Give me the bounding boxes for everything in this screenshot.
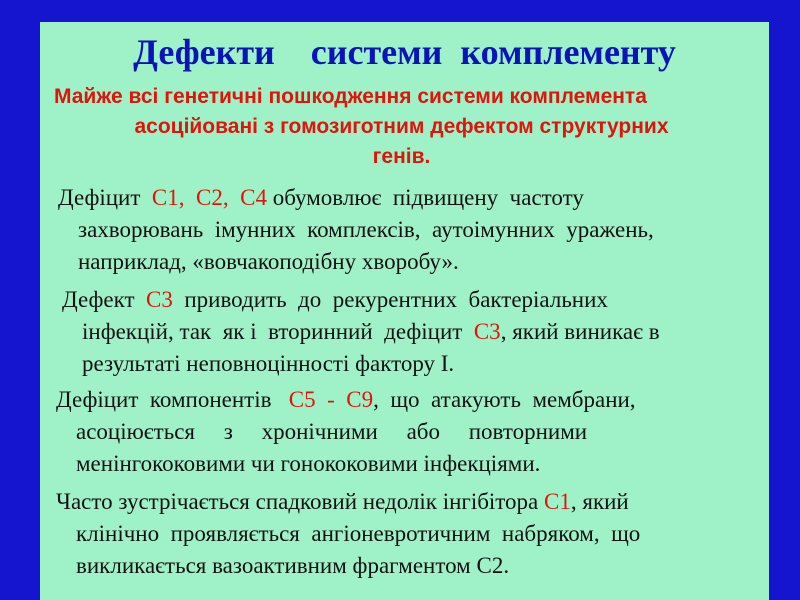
paragraph-line: [62, 316, 750, 348]
text-span: Дефіцит компонентів: [56, 387, 289, 412]
paragraph-line: викликається вазоактивним фрагментом С2.: [76, 553, 510, 578]
paragraph-c1-inhibitor: [56, 486, 748, 582]
paragraph-line: [62, 284, 750, 316]
paragraph-line: клінічно проявляється ангіоневротичним набряком, що: [76, 521, 641, 546]
paragraph-line: [58, 182, 746, 214]
text-span: , який: [570, 489, 629, 514]
component-highlight: С1, С2, С4: [151, 185, 267, 210]
text-span: Дефіцит: [58, 185, 152, 210]
paragraph-line: менінгококовими чи гонококовими інфекціями.: [76, 451, 541, 476]
text-span: Часто зустрічається спадковий недолік інгібітора: [56, 489, 545, 514]
paragraph-c1-c2-c4: [58, 182, 746, 278]
component-highlight: С5 - С9: [288, 387, 374, 412]
text-span: , що атакують мембрани,: [373, 387, 636, 412]
intro-text: [54, 82, 749, 172]
paragraph-line: [56, 384, 750, 416]
paragraph-c3: [62, 284, 750, 380]
text-span: Дефект: [62, 287, 146, 312]
paragraph-line: наприклад, «вовчакоподібну хворобу».: [78, 249, 459, 274]
paragraph-line: [56, 486, 748, 518]
text-span: інфекцій, так як і вторинний дефіцит: [82, 319, 474, 344]
intro-line-3: генів.: [372, 145, 431, 168]
intro-line-2: асоційовані з гомозиготним дефектом структурних: [134, 115, 669, 138]
component-highlight: С3: [473, 319, 501, 344]
paragraph-line: асоціюється з хронічними або повторними: [76, 419, 588, 444]
text-span: приводить до рекурентних бактеріальних: [172, 287, 608, 312]
paragraph-line: результаті неповноцінності фактору І.: [82, 351, 455, 376]
paragraph-c5-c9: [56, 384, 750, 480]
intro-line-1: Майже всі генетичні пошкодження системи комплемента: [54, 85, 647, 108]
text-span: обумовлює підвищену частоту: [266, 185, 584, 210]
component-highlight: С3: [146, 287, 173, 312]
component-highlight: С1: [544, 489, 571, 514]
slide-title: Дефекти системи комплементу: [133, 32, 676, 72]
paragraph-line: захворювань імунних комплексів, аутоімунних уражень,: [78, 217, 654, 242]
text-span: , який виникає в: [500, 319, 660, 344]
slide-panel: [40, 22, 769, 600]
